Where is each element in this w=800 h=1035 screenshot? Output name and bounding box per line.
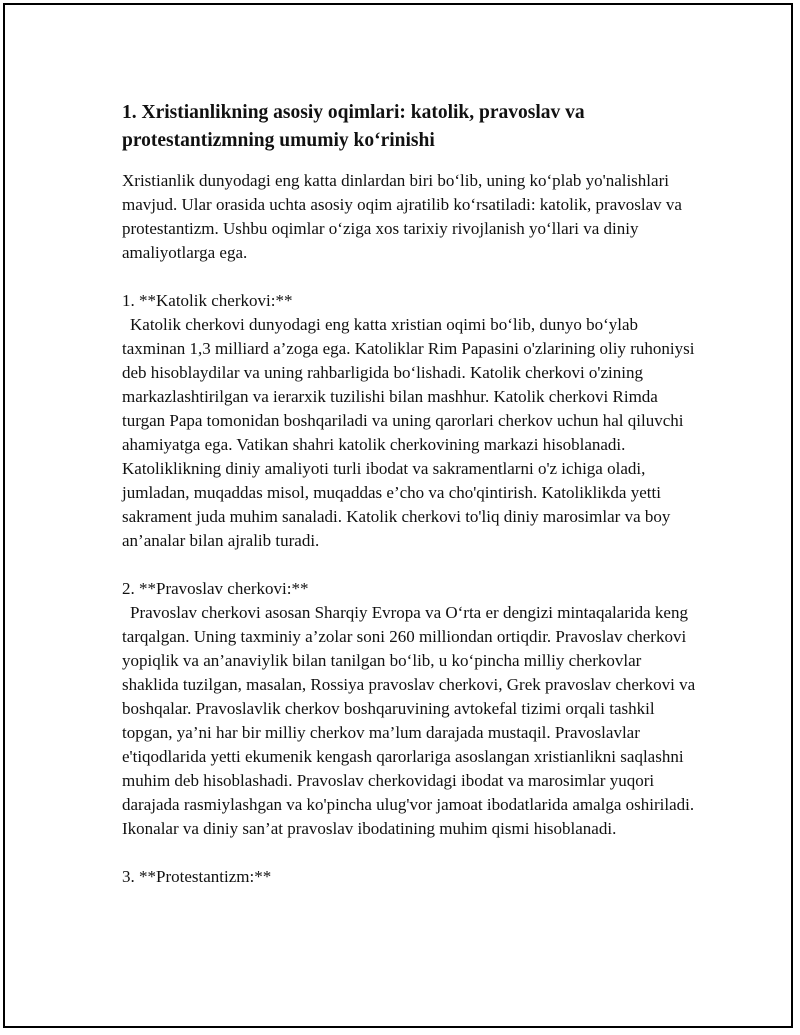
section-text-katolik: Katolik cherkovi dunyodagi eng katta xristian oqimi bo‘lib, dunyo bo‘ylab taxminan 1,3 milliard a’zoga ega. Katoliklar Rim Papasini o'zlarining oliy ruhoniysi deb hisoblaydilar va uning rahbarligida bo‘lishadi. Katolik cherkovi o'zining markazlashtirilgan va ierarxik tuzilishi bilan mashhur. Katolik cherkovi Rimda turgan Papa tomonidan boshqariladi va uning qarorlari cherkov uchun hal qiluvchi ahamiyatga ega. Vatikan shahri katolik cherkovining markazi hisoblanadi. Katoliklikning diniy amaliyoti turli ibodat va sakramentlarni o'z ichiga oladi, jumladan, muqaddas misol, muqaddas e’cho va cho'qintirish. Katoliklikda yetti sakrament juda muhim sanaladi. Katolik cherkovi to'liq diniy marosimlar va boy an’analar bilan ajralib turadi. [122, 315, 695, 550]
intro-paragraph: Xristianlik dunyodagi eng katta dinlardan biri bo‘lib, uning ko‘plab yo'nalishlari mavjud. Ular orasida uchta asosiy oqim ajratilib ko‘rsatiladi: katolik, pravoslav va protestantizm. Ushbu oqimlar o‘ziga xos tarixiy rivojlanish yo‘llari va diniy amaliyotlarga ega. [122, 171, 687, 262]
section-text-pravoslav: Pravoslav cherkovi asosan Sharqiy Evropa va O‘rta er dengizi mintaqalarida keng tarqalgan. Uning taxminiy a’zolar soni 260 milliondan ortiqdir. Pravoslav cherkovi yopiqlik va an’anaviylik bilan tanilgan bo‘lib, u ko‘pincha milliy cherkovlar shaklida tuzilgan, masalan, Rossiya pravoslav cherkovi, Grek pravoslav cherkovi va boshqalar. Pravoslavlik cherkov boshqaruvining avtokefal tizimi orqali tashkil topgan, ya’ni har bir milliy cherkov ma’lum darajada mustaqil. Pravoslavlar e'tiqodlarida yetti ekumenik kengash qarorlariga asoslangan xristianlikni saqlashni muhim deb hisoblashadi. Pravoslav cherkovidagi ibodat va marosimlar yuqori darajada rasmiylashgan va ko'pincha ulug'vor jamoat ibodatlarida amalga oshiriladi. Ikonalar va diniy san’at pravoslav ibodatining muhim qismi hisoblanadi. [122, 603, 696, 838]
section-heading-katolik: 1. **Katolik cherkovi:** [122, 291, 293, 310]
document-title: 1. Xristianlikning asosiy oqimlari: katolik, pravoslav va protestantizmning umumiy ko‘rinishi [122, 102, 585, 151]
document-content [122, 99, 702, 889]
section-heading-protestantizm: 3. **Protestantizm:** [122, 867, 272, 886]
document-page [3, 3, 793, 1028]
section-heading-pravoslav: 2. **Pravoslav cherkovi:** [122, 579, 309, 598]
